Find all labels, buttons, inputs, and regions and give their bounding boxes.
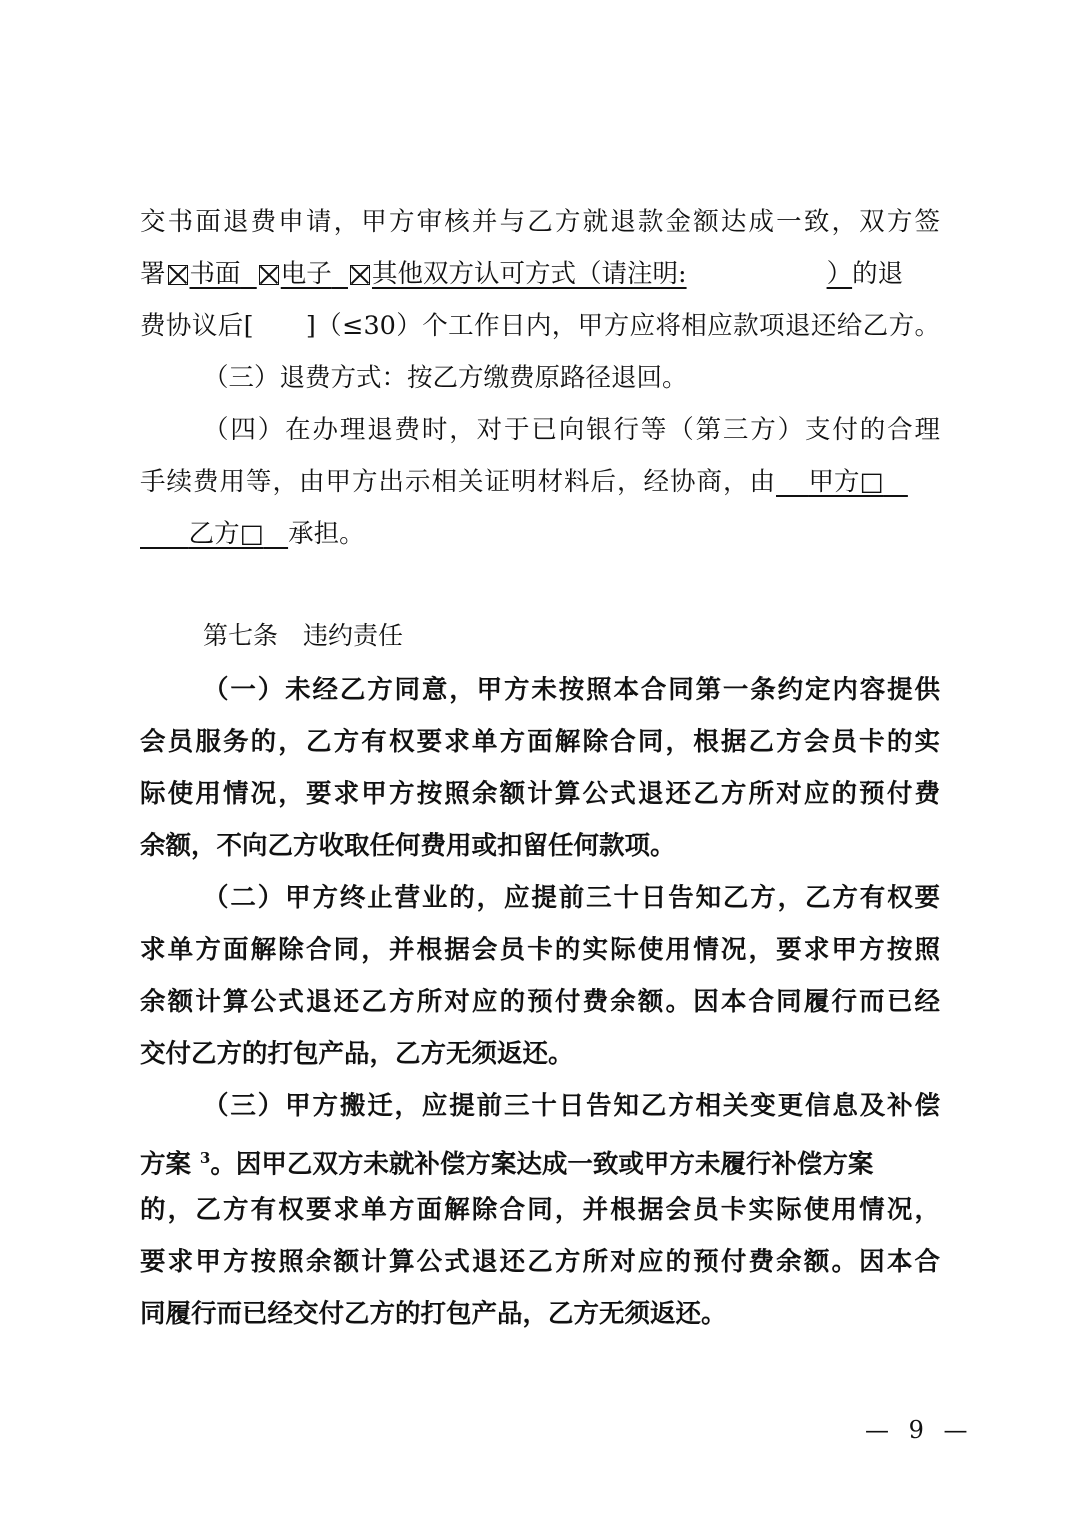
fee-item-text: 手续费用等，由甲方出示相关证明材料后，经协商，由 <box>140 467 777 497</box>
checkbox-checked-icon[interactable] <box>259 265 279 285</box>
sign-method-line <box>140 248 940 300</box>
option-electronic: 电子 <box>280 259 332 289</box>
body-text: 方案 <box>140 1149 192 1180</box>
sign-options <box>166 259 853 289</box>
party-a-option[interactable] <box>776 467 908 497</box>
article-heading: 第七条 违约责任 <box>203 621 404 650</box>
body-line: 际使用情况，要求甲方按照余额计算公式退还乙方所对应的预付费 <box>140 779 940 809</box>
option-other-close: ） <box>826 259 853 289</box>
body-line: 会员服务的，乙方有权要求单方面解除合同，根据乙方会员卡的实 <box>140 727 940 757</box>
body-line: （一）未经乙方同意，甲方未按照本合同第一条约定内容提供 <box>203 675 940 705</box>
body-line: 费协议后[ ]（≤30）个工作日内，甲方应将相应款项退还给乙方。 <box>140 311 940 341</box>
party-a-label: 甲方□ <box>808 467 884 497</box>
footnote-ref[interactable]: 3 <box>199 1149 211 1167</box>
body-line: （二）甲方终止营业的，应提前三十日告知乙方，乙方有权要 <box>203 883 940 913</box>
body-line: 余额，不向乙方收取任何费用或扣留任何款项。 <box>140 831 676 861</box>
sign-prefix: 署 <box>140 259 166 289</box>
fee-item-line: （四）在办理退费时，对于已向银行等（第三方）支付的合理 <box>203 415 940 445</box>
body-text: 。因甲乙双方未就补偿方案达成一致或甲方未履行补偿方案 <box>210 1149 874 1180</box>
fee-item-line <box>140 456 940 508</box>
body-line <box>140 1132 940 1184</box>
body-line: （三）甲方搬迁，应提前三十日告知乙方相关变更信息及补偿 <box>203 1091 940 1121</box>
fee-item-suffix: 承担。 <box>288 519 365 549</box>
party-b-label: 乙方□ <box>188 519 264 549</box>
checkbox-checked-icon[interactable] <box>168 265 188 285</box>
option-written: 书面 <box>189 259 241 289</box>
body-line: 交书面退费申请，甲方审核并与乙方就退款金额达成一致，双方签 <box>140 207 940 237</box>
sign-suffix: 的退 <box>852 259 904 289</box>
body-line: 求单方面解除合同，并根据会员卡的实际使用情况，要求甲方按照 <box>140 935 940 965</box>
body-line: 交付乙方的打包产品，乙方无须返还。 <box>140 1039 574 1069</box>
body-line: 要求甲方按照余额计算公式退还乙方所对应的预付费余额。因本合 <box>140 1247 940 1277</box>
option-other: 其他双方认可方式（请注明: <box>371 259 687 289</box>
fee-item-line <box>140 508 940 560</box>
page-number: — 9 — <box>865 1416 974 1444</box>
body-line: 余额计算公式退还乙方所对应的预付费余额。因本合同履行而已经 <box>140 987 940 1017</box>
party-b-option[interactable] <box>140 519 288 549</box>
checkbox-checked-icon[interactable] <box>350 265 370 285</box>
body-line: 同履行而已经交付乙方的打包产品，乙方无须返还。 <box>140 1299 727 1329</box>
body-line: 的，乙方有权要求单方面解除合同，并根据会员卡实际使用情况， <box>140 1195 940 1225</box>
refund-method-item: （三）退费方式：按乙方缴费原路径退回。 <box>203 363 688 393</box>
